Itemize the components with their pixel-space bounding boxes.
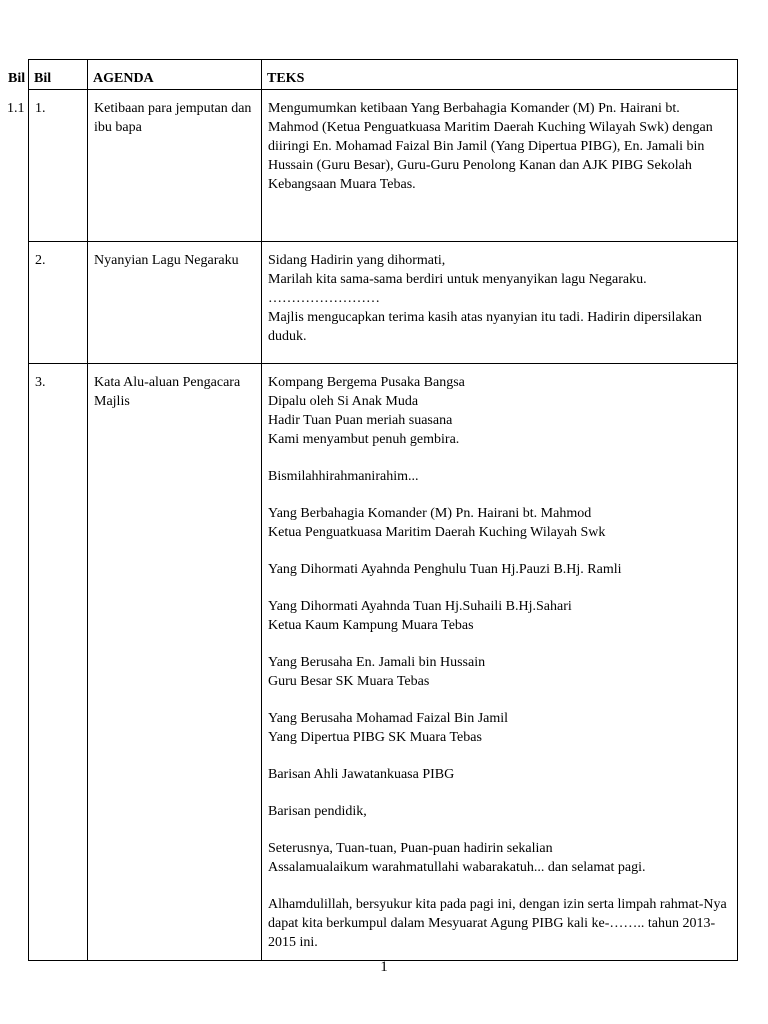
row-teks (262, 364, 738, 961)
header-bil: Bil (29, 60, 88, 90)
teks-paragraph (268, 504, 731, 542)
table-header-row (29, 60, 738, 90)
row-teks (262, 242, 738, 364)
teks-line: Kompang Bergema Pusaka Bangsa (268, 375, 465, 390)
teks-line: Barisan Ahli Jawatankuasa PIBG (268, 767, 455, 782)
header-teks: TEKS (262, 60, 738, 90)
teks-line: Yang Berbahagia Komander (M) Pn. Hairani bt. Mahmod (268, 506, 592, 521)
row-agenda: Nyanyian Lagu Negaraku (88, 242, 262, 364)
row-number: 3. (29, 364, 88, 961)
teks-paragraph (268, 467, 731, 486)
teks-line: Kami menyambut penuh gembira. (268, 432, 460, 447)
teks-line: Marilah kita sama-sama berdiri untuk menyanyikan lagu Negaraku. (268, 272, 647, 287)
teks-line: Yang Dihormati Ayahnda Tuan Hj.Suhaili B.Hj.Sahari (268, 599, 572, 614)
teks-line: Yang Dihormati Ayahnda Penghulu Tuan Hj.Pauzi B.Hj. Ramli (268, 562, 622, 577)
teks-line: Seterusnya, Tuan-tuan, Puan-puan hadirin sekalian (268, 841, 553, 856)
teks-paragraph (268, 765, 731, 784)
teks-line: Majlis mengucapkan terima kasih atas nyanyian itu tadi. Hadirin dipersilakan duduk. (268, 310, 702, 344)
teks-paragraph (268, 597, 731, 635)
section-number: 1.1 (7, 101, 25, 116)
teks-paragraph (268, 839, 731, 877)
row-number: 2. (29, 242, 88, 364)
teks-line: Bismilahhirahmanirahim... (268, 469, 419, 484)
teks-paragraph (268, 560, 731, 579)
header-agenda: AGENDA (88, 60, 262, 90)
teks-line: Dipalu oleh Si Anak Muda (268, 394, 419, 409)
teks-line: Yang Berusaha En. Jamali bin Hussain (268, 655, 486, 670)
teks-line: Ketua Penguatkuasa Maritim Daerah Kuching Wilayah Swk (268, 525, 606, 540)
row-agenda: Ketibaan para jemputan dan ibu bapa (88, 90, 262, 242)
table-row (29, 242, 738, 364)
teks-line: …………………… (268, 291, 380, 306)
teks-line: Barisan pendidik, (268, 804, 367, 819)
teks-line: Sidang Hadirin yang dihormati, (268, 253, 446, 268)
teks-line: Yang Dipertua PIBG SK Muara Tebas (268, 730, 482, 745)
agenda-table (28, 59, 738, 961)
teks-paragraph (268, 895, 731, 952)
teks-line: Yang Berusaha Mohamad Faizal Bin Jamil (268, 711, 509, 726)
teks-line: Alhamdulillah, bersyukur kita pada pagi ini, dengan izin serta limpah rahmat-Nya dapat kita berkumpul dalam Mesyuarat Agung PIBG kali ke-…….. tahun 2013-2015 ini. (268, 897, 727, 950)
teks-paragraph (268, 373, 731, 449)
teks-paragraph (268, 709, 731, 747)
row-teks: Mengumumkan ketibaan Yang Berbahagia Komander (M) Pn. Hairani bt. Mahmod (Ketua Penguatkuasa Maritim Daerah Kuching Wilayah Swk) dengan diiringi En. Mohamad Faizal Bin Jamil (Yang Dipertua PIBG), En. Jamali bin Hussain (Guru Besar), Guru-Guru Penolong Kanan dan AJK PIBG Sekolah Kebangsaan Muara Tebas. (262, 90, 738, 242)
teks-line: Assalamualaikum warahmatullahi wabarakatuh... dan selamat pagi. (268, 860, 646, 875)
teks-line: Guru Besar SK Muara Tebas (268, 674, 430, 689)
teks-line: Ketua Kaum Kampung Muara Tebas (268, 618, 474, 633)
row-number: 1. (29, 90, 88, 242)
table-row (29, 364, 738, 961)
page-number: 1 (380, 959, 388, 975)
table-row (29, 90, 738, 242)
teks-paragraph (268, 653, 731, 691)
outer-bil-label: Bil (8, 71, 26, 86)
teks-line: Hadir Tuan Puan meriah suasana (268, 413, 453, 428)
teks-paragraph (268, 802, 731, 821)
row-agenda: Kata Alu-aluan Pengacara Majlis (88, 364, 262, 961)
